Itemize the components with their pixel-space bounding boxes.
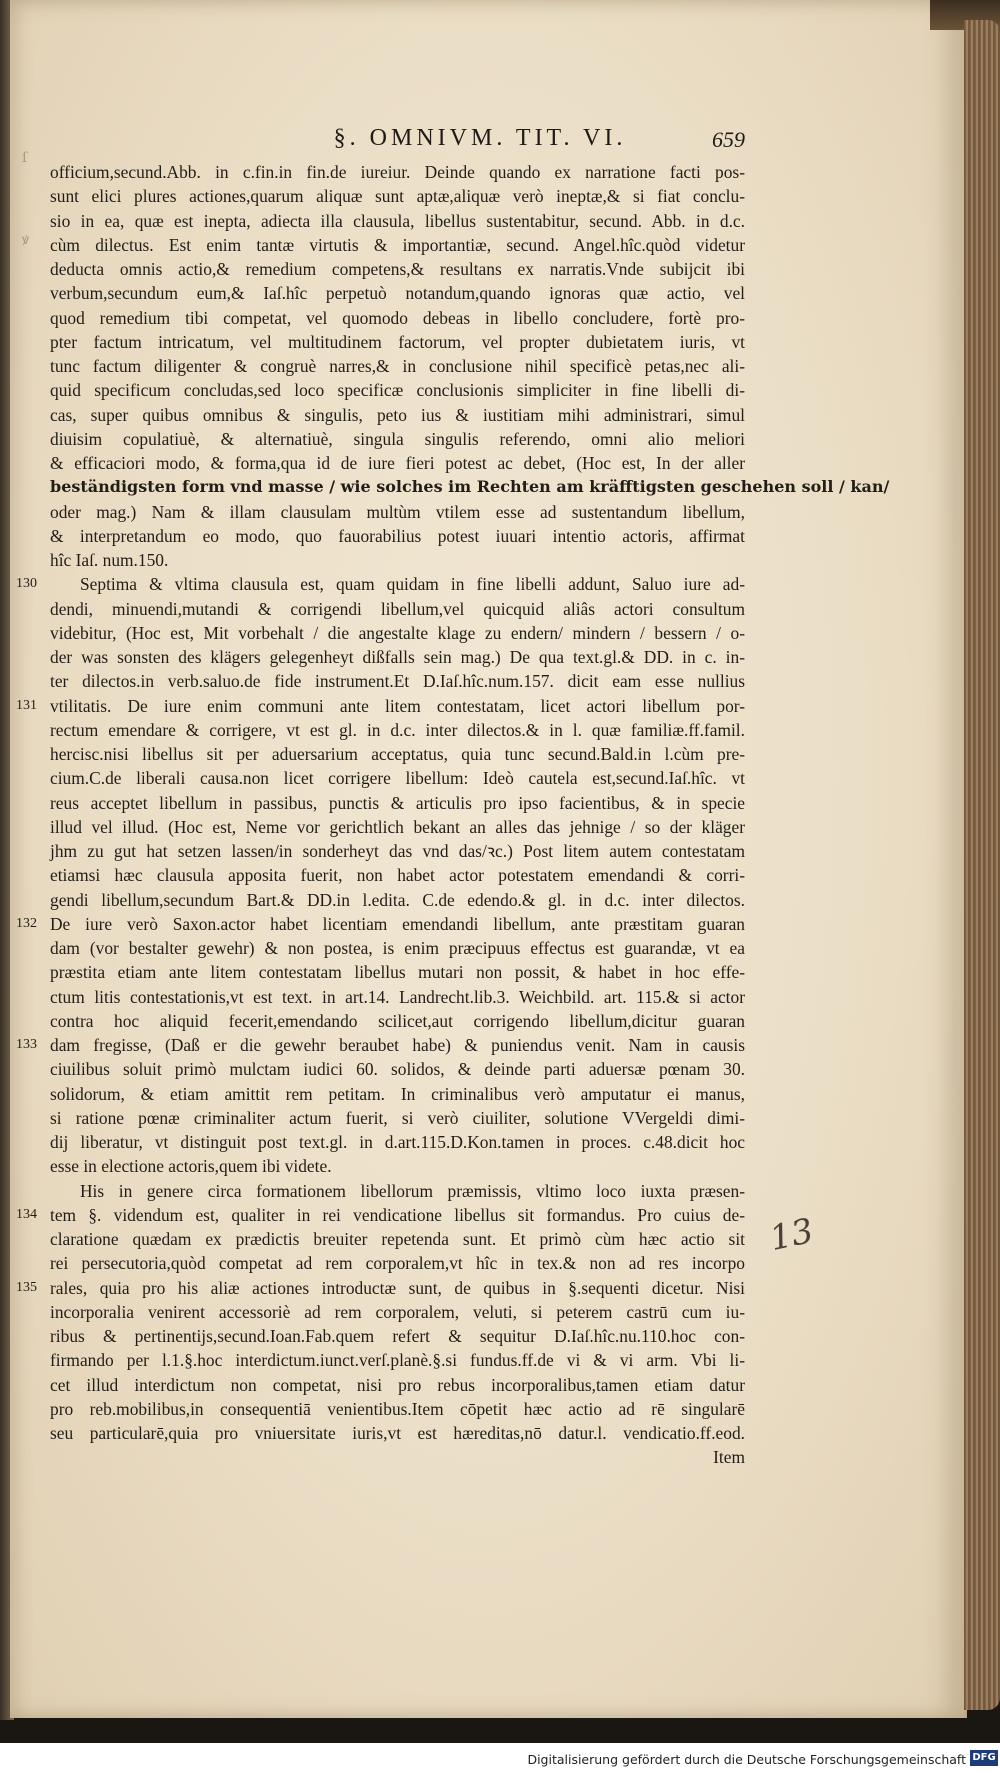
text-line: dam (vor bestalter gewehr) & non postea, is enim præcipuus effectus est guarandæ, vt ea xyxy=(50,938,745,958)
text-line: ciuilibus soluit primò mulctam iudici 60. solidos, & deinde parti aduersæ pœnam 30. xyxy=(50,1059,745,1080)
text-line: gendi libellum,secundum Bart.& DD.in l.edita. C.de edendo.& gl. in d.c. inter dilectos. xyxy=(50,889,745,910)
text-line: hercisc.nisi libellus sit per aduersarium acceptatus, quia tunc secund.Bald.in l.cùm pre- xyxy=(50,744,745,764)
text-line: ter dilectos.in verb.saluo.de fide instrument.Et D.Iaſ.hîc.num.157. dicit eam esse nullius xyxy=(50,671,745,692)
text-line: pter factum intricatum, vel multitudinem factorum, vel propter dubietatem iuris, vt xyxy=(50,331,745,352)
text-line: cium.C.de liberali causa.non licet corrigere libellum: Ideò cautela est,secund.Iaſ.hîc. vt xyxy=(50,768,745,789)
text-line xyxy=(16,572,745,596)
text-line: esse in electione actoris,quem ibi videte. xyxy=(50,1156,332,1177)
text-line: cùm dilectus. Est enim tantæ virtutis & importantiæ, secund. Angel.hîc.quòd videtur xyxy=(50,234,745,255)
text-line: officium,secund.Abb. in c.fin.in fin.de iureiur. Deinde quando ex narratione facti pos- xyxy=(50,162,745,182)
text-line-content: dam fregisse, (Daß er die gewehr beraubet habe) & puniendus venit. Nam in causis xyxy=(50,1035,745,1055)
margin-number: 135 xyxy=(16,1279,37,1295)
text-line xyxy=(16,694,745,718)
text-line-content: vtilitatis. De iure enim communi ante litem contestatam, licet actori libellum por- xyxy=(50,695,745,716)
text-line: si ratione pœnæ criminaliter actum fuerit, si verò ciuiliter, solutione VVergeldi dimi- xyxy=(50,1107,745,1128)
dfg-logo: DFG xyxy=(970,1750,998,1766)
text-line: tunc factum diligenter & congruè narres,& in conclusione nihil specificè petas,nec ali- xyxy=(50,356,745,376)
book-page-edges xyxy=(964,20,1000,1710)
text-line: firmando per l.1.§.hoc interdictum.iunct.verſ.planè.§.si fundus.ff.de vi & vi arm. Vbi li- xyxy=(50,1350,745,1371)
text-line: & efficaciori modo, & forma,qua id de iure fieri potest ac debet, (Hoc est, In der aller xyxy=(50,453,745,473)
bleed-through-mark: ſ xyxy=(22,150,28,166)
funding-credit: Digitalisierung gefördert durch die Deutsche Forschungsgemeinschaft xyxy=(527,1752,966,1767)
text-line: claratione quædam ex prædictis breuiter repetenda sunt. Et primò cùm hæc actio sit xyxy=(50,1229,745,1249)
text-line: quod remedium tibi competat, vel quomodo debeas in libello concludere, fortè pro- xyxy=(50,307,745,328)
text-line: dendi, minuendi,mutandi & corrigendi libellum,vel quicquid aliâs actori consultum xyxy=(50,598,745,619)
text-line xyxy=(16,1033,745,1057)
text-line: verbum,secundum eum,& Iaſ.hîc perpetuò notandum,quando ignoras quæ actio, vel xyxy=(50,283,745,304)
text-line: seu particularē,quia pro vniuersitate iuris,vt est hæreditas,nō datur.l. vendicatio.ff.eod. xyxy=(50,1423,745,1443)
text-line: der was sonsten des klägers gelegenheyt dißfalls sein mag.) De qua text.gl.& DD. in c. in- xyxy=(50,647,745,667)
text-line: contra hoc aliquid fecerit,emendando scilicet,aut corrigendo libellum,dicitur guaran xyxy=(50,1010,745,1031)
text-line: ctum litis contestationis,vt est text. in art.14. Landrecht.lib.3. Weichbild. art. 115.& si actor xyxy=(50,986,745,1007)
text-line: videbitur, (Hoc est, Mit vorbehalt / die angestalte klage zu endern/ mindern / bessern / o- xyxy=(50,622,745,643)
text-line: cet illud interdictum non competat, nisi pro rebus incorporalibus,tamen etiam datur xyxy=(50,1374,745,1395)
text-line: etiamsi hæc clausula apposita fuerit, non habet actor potestatem emendandi & corri- xyxy=(50,865,745,886)
text-line-german: beständigsten form vnd masse / wie solches im Rechten am kräfftigsten geschehen soll / kan/ xyxy=(50,477,890,497)
text-line: oder mag.) Nam & illam clausulam multùm vtilem esse ad sustentandum libellum, xyxy=(50,501,745,522)
book-page xyxy=(10,0,967,1718)
text-line: sunt elici plures actiones,quarum aliquæ sunt aptæ,aliquæ verò ineptæ,& si fiat conclu- xyxy=(50,186,745,207)
text-line: præstita etiam ante litem contestatam libellus mutari non possit, & habet in hoc effe- xyxy=(50,962,745,983)
text-line: hîc Iaſ. num.150. xyxy=(50,550,169,570)
text-line: sio in ea, quæ est inepta, adiecta illa clausula, libellus sustentabitur, secund. Abb. in d.c. xyxy=(50,210,745,231)
catchword: Item xyxy=(713,1447,745,1468)
text-line: cas, super quibus omnibus & singulis, peto ius & iustitiam mihi administrari, simul xyxy=(50,404,745,425)
text-line xyxy=(16,912,745,936)
bleed-through-mark: ꝟ xyxy=(22,232,30,248)
text-line: ribus & pertinentijs,secund.Ioan.Fab.quem refert & sequitur D.Iaſ.hîc.nu.110.hoc con- xyxy=(50,1326,745,1346)
text-line: diuisim copulatiuè, & alternatiuè, singula singulis referendo, omni alio meliori xyxy=(50,428,745,449)
margin-number: 131 xyxy=(16,697,37,713)
text-line: illud vel illud. (Hoc est, Neme vor gerichtlich bekant an alles das jehnige / so der kläger xyxy=(50,816,745,837)
page-number: 659 xyxy=(712,127,745,152)
text-line-content: tem §. videndum est, qualiter in rei vendicatione libellus sit formandus. Pro cuius de- xyxy=(50,1204,745,1225)
running-title: §. OMNIVM. TIT. VI. xyxy=(333,125,627,151)
margin-number: 133 xyxy=(16,1037,37,1052)
text-line: solidorum, & etiam amittit rem petitam. In criminalibus verò amputatur ei manus, xyxy=(50,1083,745,1104)
margin-number: 130 xyxy=(16,576,37,592)
text-line: dij liberatur, vt distinguit post text.gl. in d.art.115.D.Kon.tamen in proces. c.48.dicit hoc xyxy=(50,1132,745,1152)
text-line xyxy=(16,1276,745,1300)
text-line-content: De iure verò Saxon.actor habet licentiam emendandi libellum, ante præstitam guaran xyxy=(50,913,745,934)
text-line: incorporalia venirent accessoriè ad rem corporalem, veluti, si peterem castrū cum iu- xyxy=(50,1301,745,1322)
handwritten-annotation: 13 xyxy=(766,1210,817,1260)
text-line: quid specificum concludas,sed loco specificæ conclusionis simpliciter in fine libelli di- xyxy=(50,380,745,401)
text-line xyxy=(16,1203,745,1227)
body-text xyxy=(16,160,890,1470)
text-line: jhm zu gut hat setzen lassen/in sonderheyt das vnd das/ꝛc.) Post litem autem contestatam xyxy=(50,841,745,861)
text-line: & interpretandum eo modo, quo fauorabilius potest iuuari intentio actoris, affirmat xyxy=(50,525,745,546)
text-line: rei persecutoria,quòd competat ad rem corporalem,vt hîc in tex.& non ad res incorpo xyxy=(50,1253,745,1274)
text-line-content: rales, quia pro his aliæ actiones introductæ sunt, de quibus in §.sequenti dicetur. Nisi xyxy=(50,1277,745,1298)
text-line: His in genere circa formationem libellorum præmissis, vltimo loco iuxta præsen- xyxy=(80,1180,745,1201)
text-line: rectum emendare & corrigere, vt est gl. in d.c. inter dilectos.& in l. quæ familiæ.ff.famil. xyxy=(50,719,745,740)
text-line-content: Septima & vltima clausula est, quam quidam in fine libelli addunt, Saluo iure ad- xyxy=(80,574,745,595)
margin-number: 134 xyxy=(16,1206,37,1222)
text-line: reus acceptet libellum in passibus, punctis & articulis pro ipso facientibus, & in specie xyxy=(50,792,745,813)
text-line: deducta omnis actio,& remedium competens,& resultans ex narratis.Vnde subijcit ibi xyxy=(50,259,745,279)
margin-number: 132 xyxy=(16,915,37,931)
text-line: pro reb.mobilibus,in consequentiā venientibus.Item cōpetit hæc actio ad rē singularē xyxy=(50,1398,745,1419)
